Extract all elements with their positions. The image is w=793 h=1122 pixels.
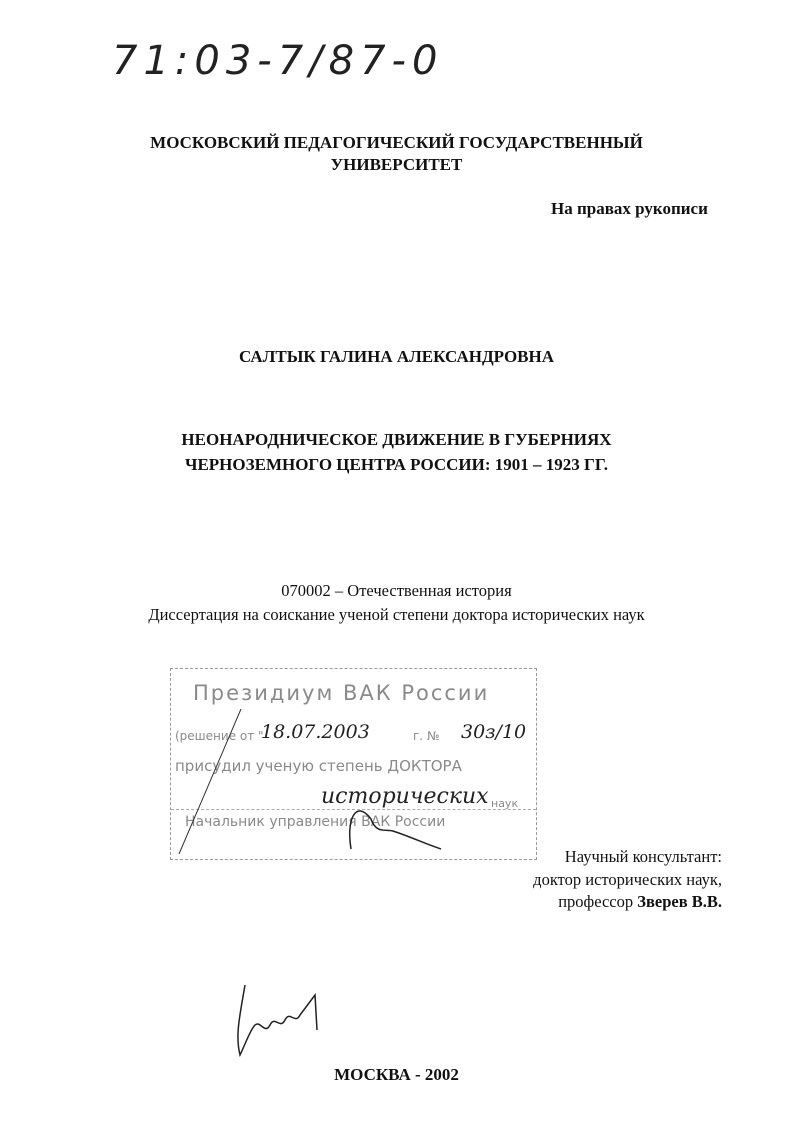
stamp-decision-mid: г. № [413, 729, 440, 743]
city-year: МОСКВА - 2002 [334, 1065, 459, 1084]
manuscript-note: На правах рукописи [551, 199, 708, 218]
stamp-signature [171, 669, 536, 859]
stamp-decision-number: 30з/10 [461, 721, 527, 743]
stamp-decision-prefix: (решение от " [175, 729, 264, 743]
stamp-awarded: присудил ученую степень ДОКТОРА [175, 757, 462, 775]
stamp-header: Президиум ВАК России [193, 681, 490, 705]
author-signature [225, 975, 335, 1065]
consultant-degree: доктор исторических наук, [533, 870, 722, 889]
consultant-title-prefix: профессор [558, 892, 638, 911]
university-line-1: МОСКОВСКИЙ ПЕДАГОГИЧЕСКИЙ ГОСУДАРСТВЕННЫЙ [150, 133, 643, 152]
stamp-field-handwritten: исторических [321, 784, 489, 809]
author-name: САЛТЫК ГАЛИНА АЛЕКСАНДРОВНА [238, 347, 555, 366]
title-line-1: НЕОНАРОДНИЧЕСКОЕ ДВИЖЕНИЕ В ГУБЕРНИЯХ [181, 430, 612, 449]
university-line-2: УНИВЕРСИТЕТ [330, 155, 463, 174]
consultant-label: Научный консультант: [564, 847, 722, 866]
consultant-title [558, 892, 722, 912]
vak-stamp [170, 668, 537, 860]
consultant-name: Зверев В.В. [637, 892, 722, 911]
stamp-field-suffix: наук [491, 797, 519, 810]
stamp-decision-date: 18.07.2003 [261, 721, 370, 743]
title-line-2: ЧЕРНОЗЕМНОГО ЦЕНТРА РОССИИ: 1901 – 1923 ГГ. [184, 455, 609, 474]
handwritten-archive-code: 71:03-7/87-0 [112, 38, 444, 84]
degree-statement: Диссертация на соискание ученой степени доктора исторических наук [148, 605, 645, 624]
specialty: 070002 – Отечественная история [281, 581, 512, 600]
stamp-signatory: Начальник управления ВАК России [185, 814, 446, 830]
